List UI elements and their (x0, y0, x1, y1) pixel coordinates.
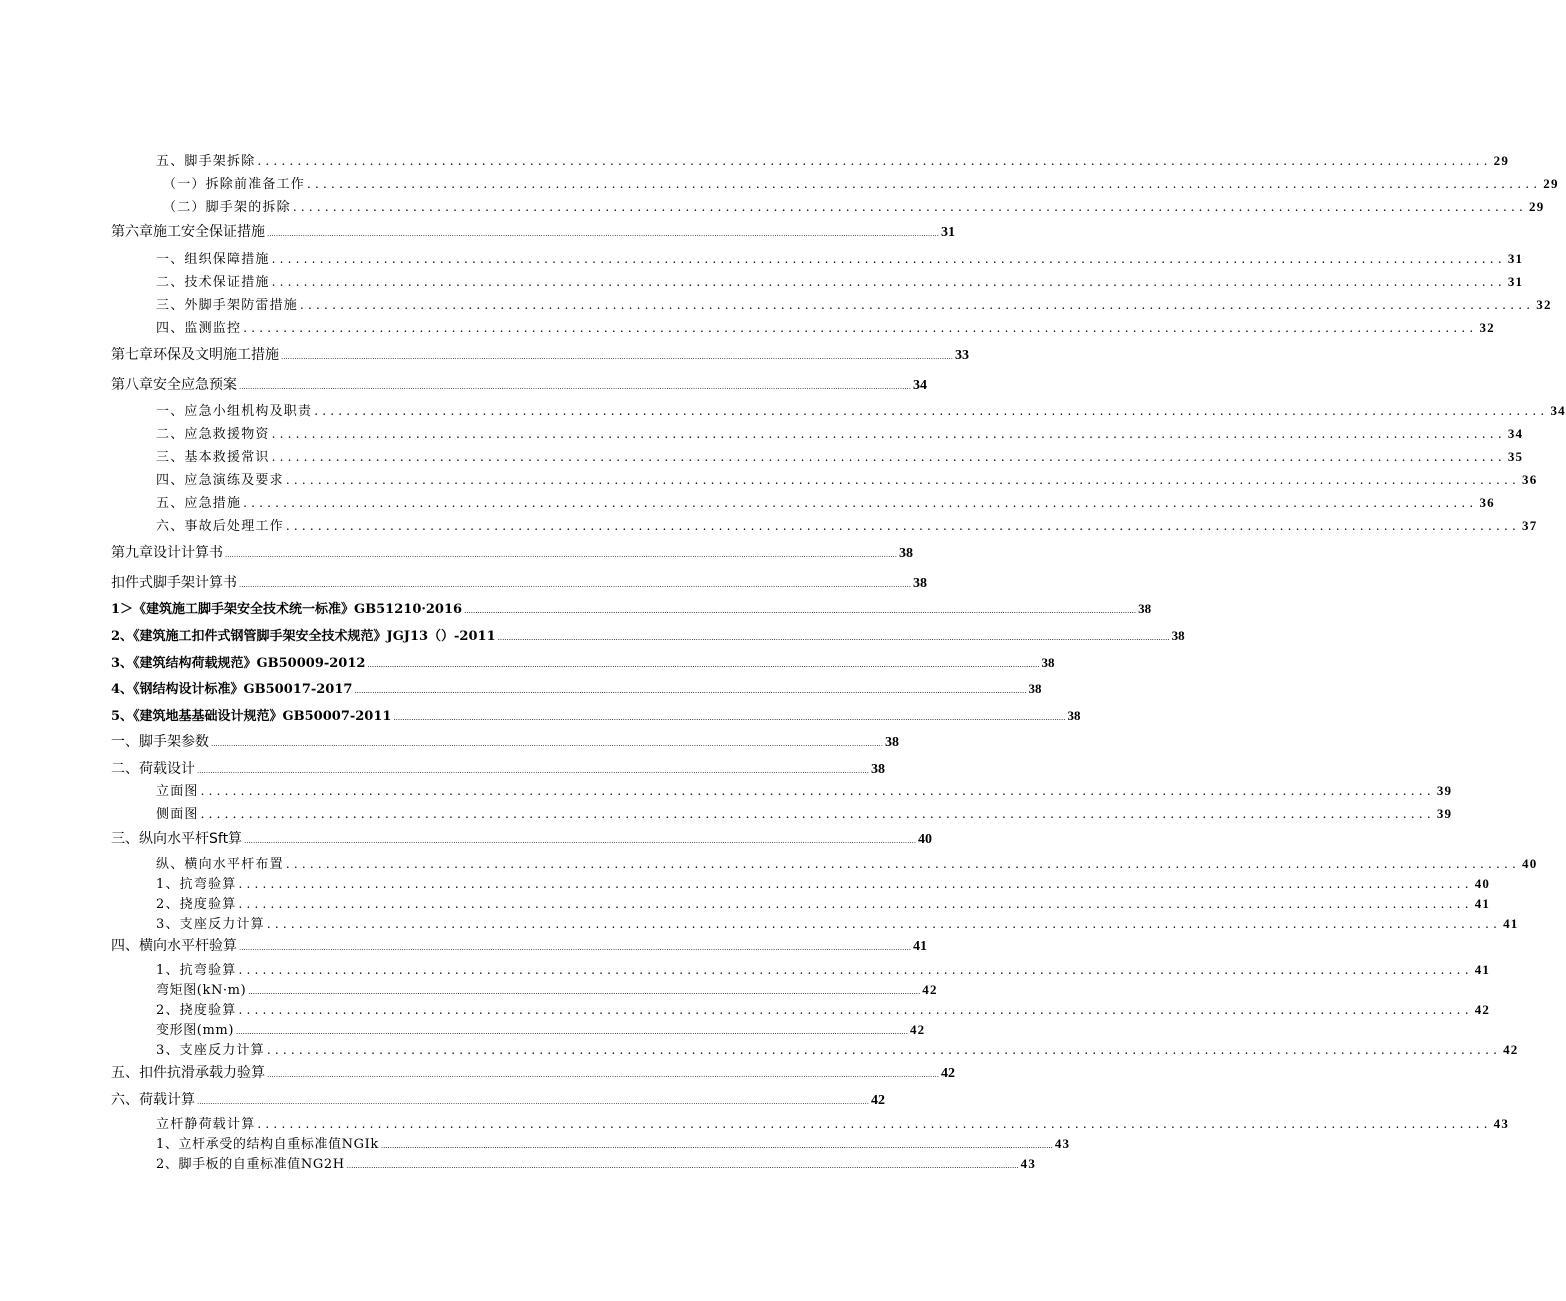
toc-entry[interactable] (111, 705, 1081, 724)
leader-dots: .............................................................................................................................................................................................................................................................................................................. (225, 551, 897, 559)
toc-entry-page: 36 (1479, 495, 1495, 510)
toc-entry-page: 40 (1522, 856, 1538, 871)
leader-dots: .......................................................................................................................................................... (285, 473, 1521, 487)
toc-entry[interactable] (156, 317, 1495, 336)
toc-entry-page: 38 (1067, 708, 1081, 723)
toc-entry-page: 38 (1138, 601, 1152, 616)
toc-entry-page: 41 (912, 939, 927, 954)
leader-dots: .............................................................................................................................................................................................................................................................................................................. (380, 1142, 1053, 1150)
toc-entry-title: 五、应急措施 (156, 496, 242, 511)
toc-entry-title: 2、《建筑施工扣件式钢管脚手架安全技术规范》JGJ13（）-2011 (111, 629, 496, 644)
toc-entry-title: 一、应急小组机构及职责 (156, 404, 313, 419)
toc-entry[interactable] (156, 1039, 1519, 1058)
leader-dots: .......................................................................................................................................................... (238, 877, 1473, 891)
toc-entry[interactable] (111, 221, 955, 241)
toc-entry[interactable] (156, 913, 1519, 932)
toc-entry-page: 42 (1474, 1002, 1491, 1017)
toc-entry[interactable] (156, 780, 1453, 799)
toc-entry-title: 第六章施工安全保证措施 (111, 224, 265, 240)
toc-entry[interactable] (156, 1133, 1071, 1152)
toc-entry-title: 二、技术保证措施 (156, 275, 270, 290)
leader-dots: .......................................................................................................................................................... (307, 177, 1542, 191)
toc-entry-page: 39 (1436, 783, 1453, 798)
toc-entry-page: 34 (1550, 403, 1566, 418)
leader-dots: .......................................................................................................................................................... (243, 321, 1478, 335)
toc-entry-page: 40 (1474, 876, 1491, 891)
toc-entry-page: 42 (909, 1022, 926, 1037)
toc-entry-page: 39 (1436, 806, 1453, 821)
toc-entry-title: 立杆静荷载计算 (156, 1117, 256, 1132)
leader-dots: .............................................................................................................................................................................................................................................................................................................. (281, 353, 953, 361)
toc-entry[interactable] (156, 979, 938, 998)
toc-entry-page: 40 (918, 832, 933, 847)
toc-entry[interactable] (111, 625, 1185, 644)
toc-entry[interactable] (156, 959, 1491, 978)
toc-entry-title: 四、横向水平杆验算 (111, 938, 237, 954)
toc-entry-title: 三、纵向水平杆Sft算 (111, 831, 243, 847)
toc-entry[interactable] (156, 423, 1524, 442)
leader-dots: .............................................................................................................................................................................................................................................................................................................. (248, 988, 921, 996)
leader-dots: .............................................................................................................................................................................................................................................................................................................. (464, 607, 1137, 615)
toc-entry-title: 弯矩图(kN·m) (156, 983, 247, 998)
toc-entry-page: 29 (1543, 176, 1559, 191)
leader-dots: .......................................................................................................................................................... (238, 897, 1473, 911)
toc-entry[interactable] (111, 344, 969, 364)
leader-dots: .......................................................................................................................................................... (285, 857, 1521, 871)
leader-dots: .......................................................................................................................................................... (257, 1117, 1492, 1131)
toc-entry-page: 41 (1503, 916, 1519, 931)
toc-entry[interactable] (111, 374, 927, 394)
toc-entry-title: 立面图 (156, 784, 199, 799)
toc-entry[interactable] (156, 150, 1510, 169)
toc-entry-page: 43 (1054, 1136, 1071, 1151)
toc-entry-page: 38 (870, 762, 885, 777)
toc-entry-page: 41 (1474, 962, 1491, 977)
toc-entry[interactable] (156, 271, 1524, 290)
toc-entry-page: 37 (1522, 518, 1538, 533)
toc-entry-title: 五、脚手架拆除 (156, 154, 256, 169)
toc-entry-page: 38 (898, 546, 913, 561)
toc-entry[interactable] (111, 731, 899, 751)
leader-dots: .............................................................................................................................................................................................................................................................................................................. (346, 1162, 1019, 1170)
toc-entry-page: 33 (954, 348, 969, 363)
toc-entry-title: 三、外脚手架防雷措施 (156, 298, 299, 313)
toc-entry[interactable] (111, 758, 885, 778)
toc-entry[interactable] (156, 1019, 926, 1038)
toc-entry-page: 38 (1171, 628, 1185, 643)
toc-entry[interactable] (111, 1062, 955, 1082)
toc-entry-title: 六、荷载计算 (111, 1092, 195, 1108)
leader-dots: .............................................................................................................................................................................................................................................................................................................. (244, 837, 917, 845)
toc-entry-page: 36 (1522, 472, 1538, 487)
toc-entry-title: 变形图(mm) (156, 1023, 234, 1038)
leader-dots: .............................................................................................................................................................................................................................................................................................................. (354, 687, 1027, 695)
leader-dots: .......................................................................................................................................................... (200, 784, 1435, 798)
toc-entry-title: 1、立杆承受的结构自重标准值NGIk (156, 1137, 379, 1152)
toc-entry-page: 38 (884, 735, 899, 750)
leader-dots: .......................................................................................................................................................... (238, 963, 1473, 977)
toc-entry-page: 42 (922, 982, 938, 997)
leader-dots: .......................................................................................................................................................... (271, 275, 1506, 289)
toc-entry-title: 二、荷载设计 (111, 761, 195, 777)
toc-entry-title: 2、挠度验算 (156, 1003, 237, 1018)
leader-dots: .............................................................................................................................................................................................................................................................................................................. (236, 1028, 908, 1036)
toc-entry[interactable] (156, 853, 1538, 872)
toc-entry-title: 一、组织保障措施 (156, 252, 270, 267)
toc-entry[interactable] (156, 492, 1495, 511)
leader-dots: .............................................................................................................................................................................................................................................................................................................. (497, 634, 1170, 642)
leader-dots: .............................................................................................................................................................................................................................................................................................................. (239, 581, 911, 589)
toc-entry-title: 3、支座反力计算 (156, 917, 265, 932)
toc-entry-title: （二）脚手架的拆除 (163, 200, 291, 215)
leader-dots: .......................................................................................................................................................... (300, 298, 1535, 312)
leader-dots: .......................................................................................................................................................... (271, 427, 1506, 441)
toc-entry[interactable] (163, 196, 1545, 215)
toc-entry-title: 六、事故后处理工作 (156, 519, 284, 534)
toc-entry-title: 第八章安全应急预案 (111, 377, 237, 393)
toc-entry-title: 2、挠度验算 (156, 897, 237, 912)
toc-entry-title: （一）拆除前准备工作 (163, 177, 306, 192)
toc-entry-title: 扣件式脚手架计算书 (111, 575, 237, 591)
toc-entry-page: 43 (1493, 1116, 1510, 1131)
toc-entry-title: 第九章设计计算书 (111, 545, 223, 561)
leader-dots: .............................................................................................................................................................................................................................................................................................................. (239, 383, 911, 391)
toc-entry[interactable] (111, 1089, 885, 1109)
toc-entry[interactable] (156, 294, 1552, 313)
toc-entry-page: 42 (940, 1066, 955, 1081)
leader-dots: .......................................................................................................................................................... (271, 252, 1506, 266)
toc-entry[interactable] (163, 173, 1559, 192)
toc-entry-page: 31 (1507, 274, 1524, 289)
toc-entry-title: 五、扣件抗滑承载力验算 (111, 1065, 265, 1081)
toc-entry[interactable] (156, 515, 1538, 534)
toc-entry-title: 1、抗弯验算 (156, 963, 237, 978)
toc-entry-title: 三、基本救援常识 (156, 450, 270, 465)
toc-entry[interactable] (111, 828, 933, 848)
toc-entry[interactable] (156, 248, 1524, 267)
toc-entry-page: 38 (912, 576, 927, 591)
toc-entry[interactable] (156, 1113, 1510, 1132)
leader-dots: .......................................................................................................................................................... (238, 1003, 1473, 1017)
leader-dots: .......................................................................................................................................................... (266, 1043, 1502, 1057)
toc-entry[interactable] (156, 803, 1453, 822)
toc-entry-title: 1、抗弯验算 (156, 877, 237, 892)
leader-dots: .......................................................................................................................................................... (271, 450, 1506, 464)
toc-entry-title: 四、应急演练及要求 (156, 473, 284, 488)
leader-dots: .......................................................................................................................................................... (285, 519, 1521, 533)
leader-dots: .............................................................................................................................................................................................................................................................................................................. (393, 714, 1066, 722)
toc-entry[interactable] (111, 542, 913, 562)
leader-dots: .............................................................................................................................................................................................................................................................................................................. (267, 230, 939, 238)
toc-entry-page: 41 (1474, 896, 1491, 911)
toc-entry-page: 42 (870, 1093, 885, 1108)
toc-entry[interactable] (111, 678, 1042, 697)
toc-entry[interactable] (111, 652, 1055, 671)
toc-entry-title: 第七章环保及文明施工措施 (111, 347, 279, 363)
toc-entry-page: 38 (1041, 655, 1055, 670)
leader-dots: .............................................................................................................................................................................................................................................................................................................. (197, 767, 869, 775)
toc-entry[interactable] (111, 598, 1152, 617)
toc-entry-title: 3、支座反力计算 (156, 1043, 265, 1058)
toc-entry[interactable] (156, 400, 1566, 419)
toc-entry-page: 32 (1479, 320, 1495, 335)
leader-dots: .......................................................................................................................................................... (314, 404, 1549, 418)
leader-dots: .............................................................................................................................................................................................................................................................................................................. (267, 1071, 939, 1079)
leader-dots: .......................................................................................................................................................... (200, 807, 1435, 821)
toc-entry-page: 43 (1020, 1156, 1037, 1171)
toc-entry-title: 侧面图 (156, 807, 199, 822)
toc-entry-title: 纵、横向水平杆布置 (156, 857, 284, 872)
toc-entry-page: 29 (1493, 153, 1510, 168)
leader-dots: .......................................................................................................................................................... (243, 496, 1478, 510)
toc-entry-title: 2、脚手板的自重标准值NG2H (156, 1157, 345, 1172)
leader-dots: .......................................................................................................................................................... (257, 154, 1492, 168)
toc-entry-page: 35 (1507, 449, 1524, 464)
toc-entry[interactable] (156, 1153, 1037, 1172)
leader-dots: .............................................................................................................................................................................................................................................................................................................. (197, 1098, 869, 1106)
toc-entry-page: 34 (1507, 426, 1524, 441)
leader-dots: .............................................................................................................................................................................................................................................................................................................. (239, 944, 911, 952)
toc-entry-page: 32 (1536, 297, 1552, 312)
toc-entry-page: 34 (912, 378, 927, 393)
toc-entry-title: 四、监测监控 (156, 321, 242, 336)
toc-entry[interactable] (156, 873, 1491, 892)
toc-entry-page: 29 (1529, 199, 1545, 214)
toc-entry-title: 5、《建筑地基基础设计规范》GB50007-2011 (111, 709, 392, 724)
toc-entry-page: 42 (1503, 1042, 1519, 1057)
leader-dots: .......................................................................................................................................................... (266, 917, 1502, 931)
toc-entry-page: 31 (940, 225, 955, 240)
toc-entry-title: 1＞《建筑施工脚手架安全技术统一标准》GB51210·2016 (111, 602, 463, 617)
leader-dots: .............................................................................................................................................................................................................................................................................................................. (367, 661, 1040, 669)
toc-entry[interactable] (111, 935, 927, 955)
toc-entry[interactable] (156, 999, 1491, 1018)
toc-entry-title: 4、《钢结构设计标准》GB50017-2017 (111, 682, 353, 697)
toc-entry[interactable] (156, 446, 1524, 465)
toc-entry-page: 31 (1507, 251, 1524, 266)
toc-entry-title: 3、《建筑结构荷载规范》GB50009-2012 (111, 656, 366, 671)
toc-entry[interactable] (156, 469, 1538, 488)
leader-dots: .......................................................................................................................................................... (292, 200, 1528, 214)
toc-entry-title: 一、脚手架参数 (111, 734, 209, 750)
leader-dots: .............................................................................................................................................................................................................................................................................................................. (211, 740, 883, 748)
toc-entry-title: 二、应急救援物资 (156, 427, 270, 442)
toc-entry[interactable] (111, 572, 927, 592)
toc-entry-page: 38 (1028, 681, 1042, 696)
toc-entry[interactable] (156, 893, 1491, 912)
